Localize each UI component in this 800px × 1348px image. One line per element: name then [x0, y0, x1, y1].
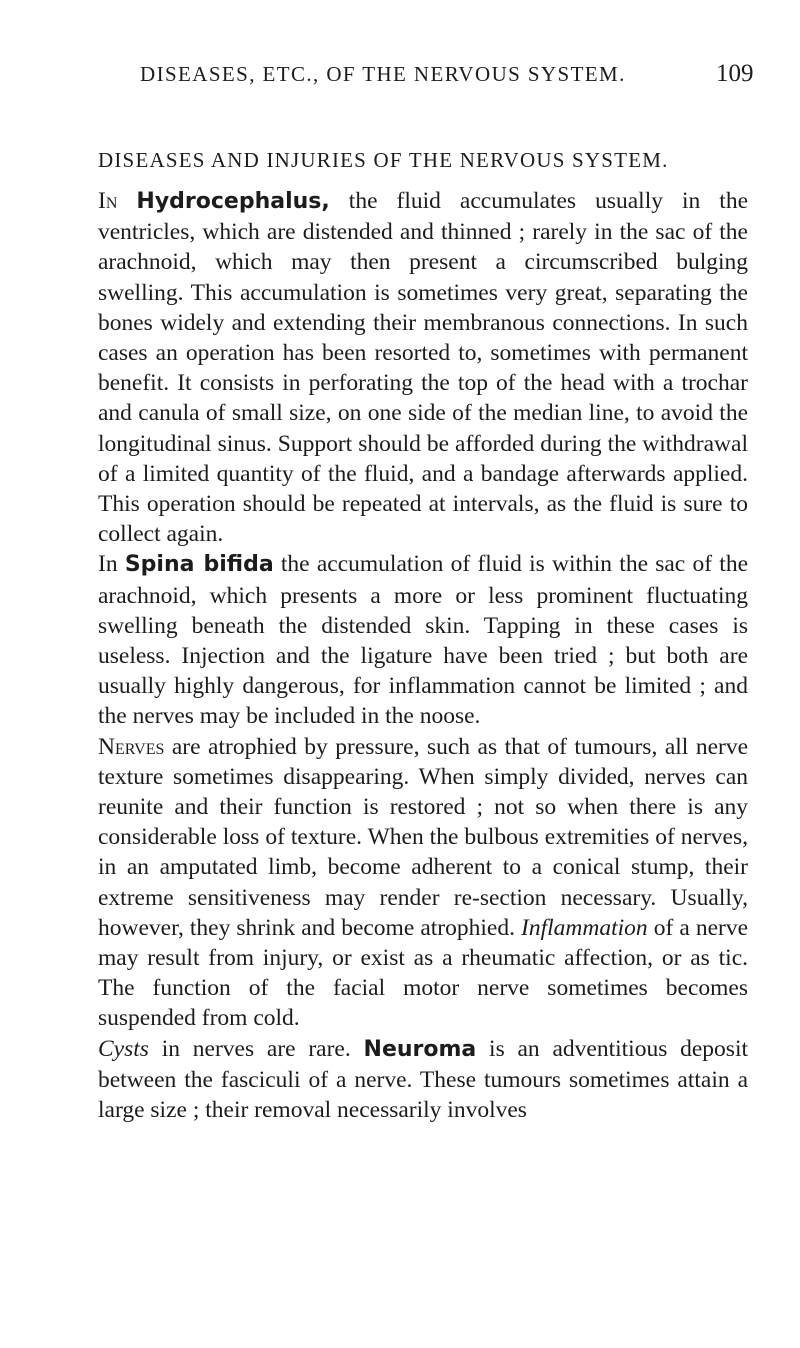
paragraph-text: of a nerve may result from injury, or exist as a rheumatic affection, or as tic. The function of the facial motor nerve sometimes becomes suspended from cold.	[98, 914, 749, 1032]
running-head: DISEASES, ETC., OF THE NERVOUS SYSTEM.	[140, 62, 626, 86]
term-hydrocephalus: Hydrocephalus,	[136, 189, 330, 214]
paragraph-text: are atrophied by pressure, such as that of tumours, all nerve texture sometimes disappearing. When simply divided, nerves can reunite and their function is restored ; not so when there is any considerable loss of texture. When the bulbous extremities of nerves, in an amputated limb, become adherent to a conical stump, their extreme sensitiveness may render re-section necessary. Usually, however, they shrink and become atrophied.	[98, 733, 749, 941]
paragraph-lead: Nerves	[98, 733, 165, 760]
paragraph-spina-bifida	[98, 549, 748, 731]
term-neuroma: Neuroma	[363, 1036, 477, 1062]
term-spina-bifida: Spina bifida	[124, 552, 274, 578]
section-title: DISEASES AND INJURIES OF THE NERVOUS SYSTEM.	[98, 148, 669, 172]
paragraph-text: the fluid accumulates usually in the ventricles, which are distended and thinned ; rarely in the sac of the arachnoid, which may then present a circumscribed bulging swelling. This accumulation is sometimes very great, separating the bones widely and extending their membranous connections. In such cases an operation has been resorted to, sometimes with permanent benefit. It consists in perforating the top of the head with a trochar and canula of small size, on one side of the median line, to avoid the longitudinal sinus. Support should be afforded during the withdrawal of a limited quantity of the fluid, and a bandage afterwards applied. This operation should be repeated at intervals, as the fluid is sure to collect again.	[98, 188, 749, 548]
page-number: 109	[716, 60, 754, 87]
paragraph-text: the accumulation of fluid is within the sac of the arachnoid, which presents a more or less prominent fluctuating swelling beneath the distended skin. Tapping in these cases is useless. Injection and the ligature have been tried ; but both are usually highly dangerous, for inflammation cannot be limited ; and the nerves may be included in the noose.	[98, 551, 748, 730]
paragraph-nerves	[98, 732, 748, 1034]
paragraph-text: in nerves are rare.	[161, 1035, 351, 1062]
paragraph-lead: In	[98, 551, 118, 578]
term-inflammation: Inflammation	[521, 914, 648, 941]
paragraph-neuroma	[98, 1034, 748, 1126]
body-text	[98, 186, 748, 1125]
paragraph-hydrocephalus	[98, 186, 748, 549]
paragraph-lead: In	[98, 188, 118, 214]
term-cysts: Cysts	[98, 1035, 149, 1062]
paragraph-text: is an adventitious deposit between the fasciculi of a nerve. These tumours sometimes attain a large size ; their removal necessarily involves	[98, 1035, 748, 1124]
